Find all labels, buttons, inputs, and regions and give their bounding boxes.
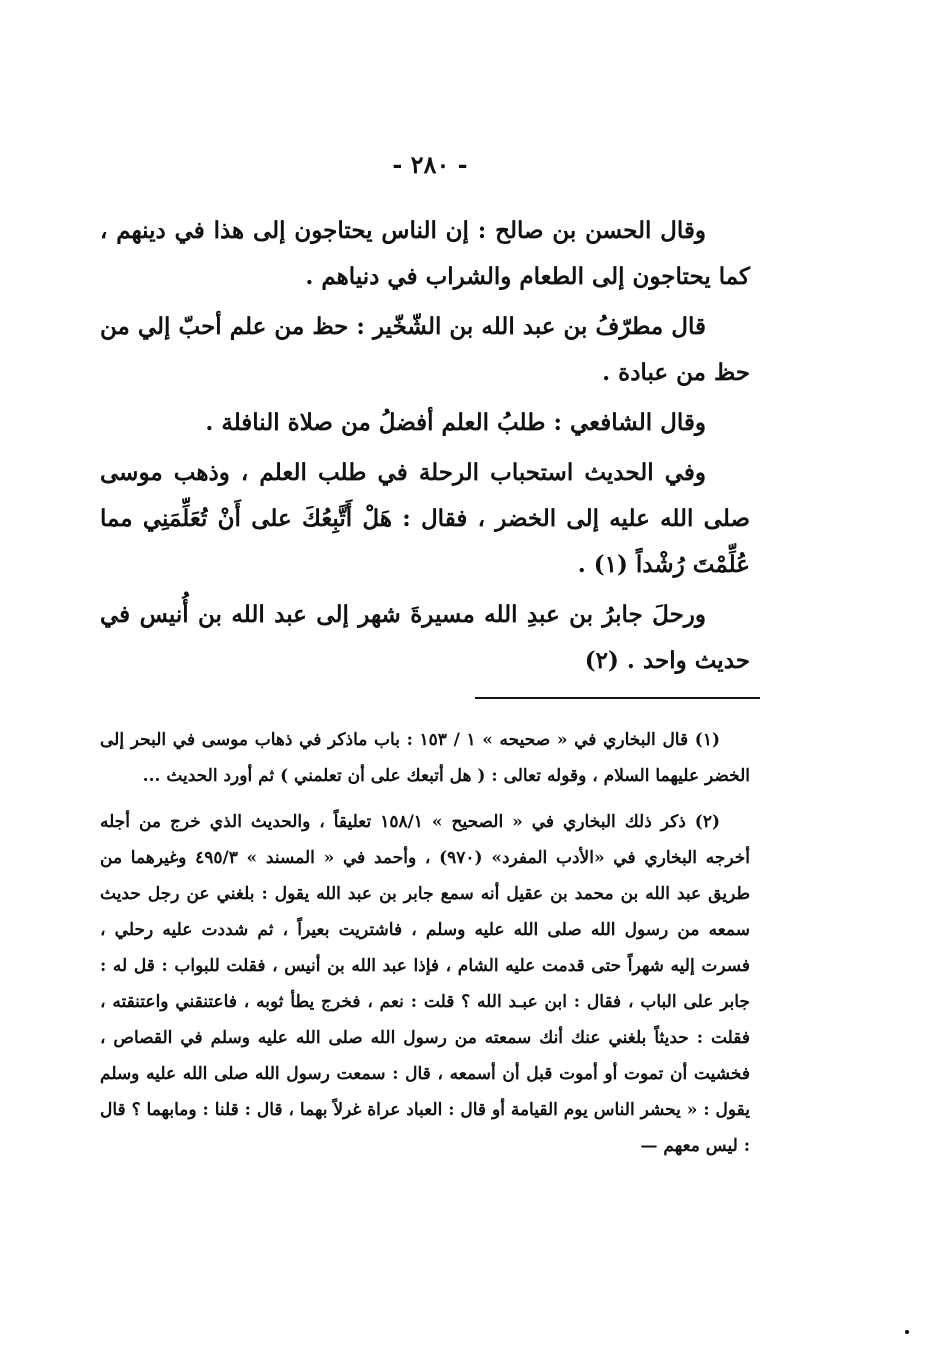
paragraph-mutarrif: قال مطرّفُ بن عبد الله بن الشّخّير : حظ من علم أحبّ إلي من حظ من عبادة . (100, 313, 750, 386)
paragraph-shafii: وقال الشافعي : طلبُ العلم أفضلُ من صلاة النافلة . (205, 409, 706, 436)
footnote-1: (١) قال البخاري في « صحيحه » ١ / ١٥٣ : باب ماذكر في ذهاب موسى في البحر إلى الخضر عليهما السلام ، وقوله تعالى : ( هل أتبعك على أن تعلمني ) ثم أورد الحديث ... (100, 730, 750, 786)
paragraph-jabir-journey: ورحلَ جابرُ بن عبدِ الله مسيرةَ شهر إلى عبد الله بن أُنيس في حديث واحد . (٢) (100, 601, 750, 674)
scan-speck (905, 1330, 909, 1334)
main-text (100, 208, 750, 688)
footnote-divider (475, 697, 760, 699)
paragraph-hasan-bin-salih: وقال الحسن بن صالح : إن الناس يحتاجون إلى هذا في دينهم ، كما يحتاجون إلى الطعام والشراب في دنياهم . (100, 217, 750, 290)
paragraph-hadith-travel: وفي الحديث استحباب الرحلة في طلب العلم ، وذهب موسى صلى الله عليه إلى الخضر ، فقال : هَلْ أَتَّبِعُكَ على أَنْ تُعَلِّمَنِي مما عُلِّمْتَ رُشْداً (١) . (100, 459, 750, 578)
page-number: - ٢٨٠ - (392, 150, 468, 179)
footnote-2: (٢) ذكر ذلك البخاري في « الصحيح » ١٥٨/١ تعليقاً ، والحديث الذي خرج من أجله أخرجه البخاري في «الأدب المفرد» (٩٧٠) ، وأحمد في « المسند » ٤٩٥/٣ وغيرهما من طريق عبد الله بن محمد بن عقيل أنه سمع جابر بن عبد الله يقول : بلغني عن رجل حديث سمعه من رسول الله صلى الله عليه وسلم ، فاشتريت بعيراً ، ثم شددت عليه رحلي ، فسرت إليه شهراً حتى قدمت عليه الشام ، فإذا عبد الله بن أنيس ، فقلت للبواب : قل له : جابر على الباب ، فقال : ابن عبـد الله ؟ قلت : نعم ، فخرج يطأ ثوبه ، فاعتنقني واعتنقته ، فقلت : حديثاً بلغني عنك أنك سمعته من رسول الله صلى الله عليه وسلم في القصاص ، فخشيت أن تموت أو أموت قبل أن أسمعه ، قال : سمعت رسول الله صلى الله عليه وسلم يقول : « يحشر الناس يوم القيامة أو قال : العباد عراة غرلاً بهما ، قال : قلنا : ومابهما ؟ قال : ليس معهم — (100, 812, 750, 1156)
footnotes-section (100, 722, 750, 1174)
